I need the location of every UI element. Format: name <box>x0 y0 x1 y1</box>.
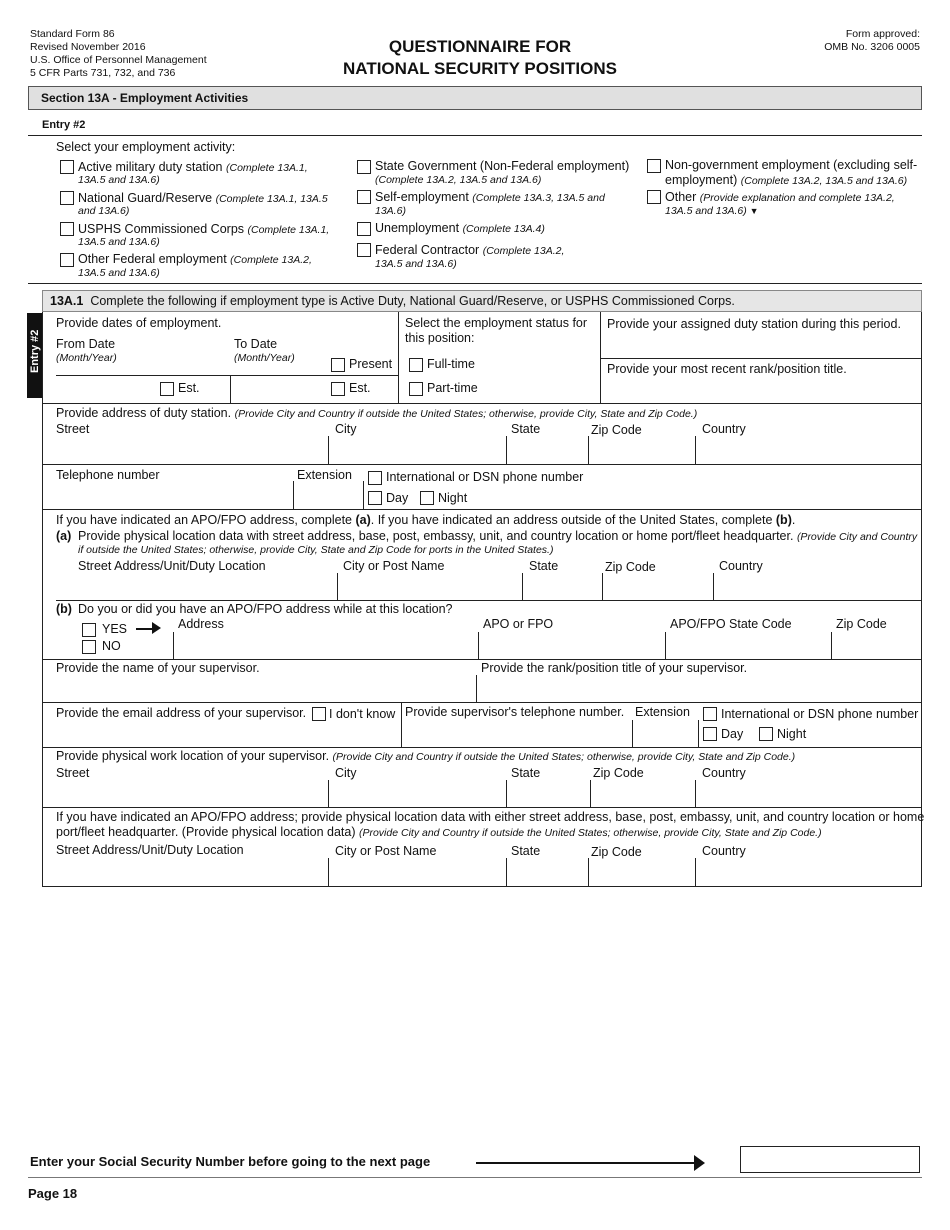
yes-checkbox[interactable] <box>82 623 96 637</box>
arrow-head-icon <box>694 1155 705 1171</box>
part-time-label: Part-time <box>427 381 478 395</box>
page-number: Page 18 <box>28 1186 78 1201</box>
entry-tab-label: Entry #2 <box>29 329 41 373</box>
omb-number: OMB No. 3206 0005 <box>824 41 920 53</box>
country-label: Country <box>719 559 763 573</box>
checkbox-non-government[interactable] <box>647 159 661 173</box>
select-prompt: Select your employment activity: <box>56 140 236 154</box>
night-checkbox[interactable] <box>420 491 434 505</box>
day-label: Day <box>386 491 409 505</box>
phys-state-label: State <box>511 844 541 858</box>
country-label: Country <box>702 422 746 436</box>
b-label: (b) <box>56 602 72 616</box>
divider <box>363 481 364 509</box>
option-non-government-cont: employment) (Complete 13A.2, 13A.5 and 13A.6) <box>665 173 908 187</box>
from-est-checkbox[interactable] <box>160 382 174 396</box>
full-time-label: Full-time <box>427 357 475 371</box>
telephone-label: Telephone number <box>56 468 160 482</box>
arrow-head-icon <box>152 622 161 634</box>
sup-street-label: Street <box>56 766 90 780</box>
day-checkbox[interactable] <box>368 491 382 505</box>
sup-state-label: State <box>511 766 541 780</box>
ssn-input[interactable] <box>740 1146 920 1173</box>
to-est-label: Est. <box>349 381 371 395</box>
checkbox-active-military[interactable] <box>60 160 74 174</box>
from-est-label: Est. <box>178 381 200 395</box>
option-note: (Complete 13A.2, 13A.5 and 13A.6) <box>375 174 542 186</box>
phys-zip-label: Zip Code <box>591 845 642 859</box>
sup-intl-dsn-label: International or DSN phone number <box>721 707 919 721</box>
divider <box>328 436 329 464</box>
divider <box>831 632 832 659</box>
to-est-checkbox[interactable] <box>331 382 345 396</box>
apo-physical-prompt: If you have indicated an APO/FPO address; provide physical location data with either street address, base, post, embassy, unit, and country location or home <box>56 810 925 824</box>
checkbox-federal-contractor[interactable] <box>357 243 371 257</box>
intl-dsn-checkbox[interactable] <box>368 471 382 485</box>
divider <box>478 632 479 659</box>
apo-fpo-label: APO or FPO <box>483 617 554 631</box>
supervisor-extension-label: Extension <box>635 705 690 719</box>
form-identification <box>30 28 207 80</box>
sup-day-checkbox[interactable] <box>703 727 717 741</box>
divider <box>695 780 696 807</box>
apo-intro: If you have indicated an APO/FPO address, complete (a). If you have indicated an address outside of the United States, complete (b). <box>56 513 796 527</box>
divider <box>588 436 589 464</box>
to-date-format: (Month/Year) <box>234 352 295 364</box>
city-post-label: City or Post Name <box>343 559 445 573</box>
divider <box>42 702 922 703</box>
status-prompt: Select the employment status for <box>405 316 588 330</box>
divider <box>506 436 507 464</box>
subsection-text: Complete the following if employment type is Active Duty, National Guard/Reserve, or USPHS Commissioned Corps. <box>90 294 735 308</box>
option-note: 13A.5 and 13A.6) <box>78 236 160 248</box>
divider <box>42 807 922 808</box>
a-prompt: Provide physical location data with street address, base, post, embassy, unit, and country location or home port/fleet headquarter. (Provide City and Country <box>78 529 918 543</box>
divider <box>42 747 922 748</box>
state-label: State <box>529 559 559 573</box>
phys-city-label: City or Post Name <box>335 844 437 858</box>
title-line-1: QUESTIONNAIRE FOR <box>388 37 572 56</box>
to-date-label: To Date <box>234 337 278 351</box>
zip-label: Zip Code <box>591 423 642 437</box>
divider <box>665 632 666 659</box>
divider <box>506 858 507 886</box>
checkbox-other[interactable] <box>647 190 661 204</box>
divider <box>42 509 922 510</box>
present-checkbox[interactable] <box>331 358 345 372</box>
divider <box>401 702 402 747</box>
option-unemployment: Unemployment (Complete 13A.4) <box>375 221 545 235</box>
present-label: Present <box>349 357 393 371</box>
no-checkbox[interactable] <box>82 640 96 654</box>
a-note: if outside the United States; otherwise, provide City, State and Zip Code for ports in the United States.) <box>78 544 554 556</box>
approved-label: Form approved: <box>845 28 920 40</box>
supervisor-phone-label: Provide supervisor's telephone number. <box>405 705 625 719</box>
supervisor-name-label: Provide the name of your supervisor. <box>56 661 260 675</box>
option-note: 13A.5 and 13A.6) ▼ <box>665 205 759 217</box>
option-note: 13A.5 and 13A.6) <box>78 174 160 186</box>
section-title: Section 13A - Employment Activities <box>28 86 922 110</box>
option-other-federal: Other Federal employment (Complete 13A.2, <box>78 252 312 266</box>
divider <box>398 312 399 403</box>
apo-address-label: Address <box>178 617 224 631</box>
city-label: City <box>335 422 357 436</box>
option-state-government: State Government (Non-Federal employment) <box>375 159 630 173</box>
street-unit-label: Street Address/Unit/Duty Location <box>78 559 266 573</box>
option-non-government: Non-government employment (excluding self- <box>665 158 918 172</box>
footer-divider <box>28 1177 922 1178</box>
form-revision: Revised November 2016 <box>30 41 146 53</box>
apo-physical-prompt-cont: port/fleet headquarter. (Provide physical location data) (Provide City and Country if outside the United States; otherwise, provide City, State and Zip Code.) <box>56 825 822 839</box>
box-left-border <box>42 312 43 887</box>
option-active-military: Active military duty station (Complete 13A.1, <box>78 160 308 174</box>
address-prompt: Provide address of duty station. (Provide City and Country if outside the United States; otherwise, provide City, State and Zip Code.) <box>56 406 698 420</box>
extension-label: Extension <box>297 468 352 482</box>
caret-down-icon[interactable]: ▼ <box>749 206 759 216</box>
divider <box>173 632 174 659</box>
divider <box>713 573 714 600</box>
no-label: NO <box>102 639 121 653</box>
form-cfr: 5 CFR Parts 731, 732, and 736 <box>30 67 176 79</box>
divider <box>695 436 696 464</box>
checkbox-other-federal[interactable] <box>60 253 74 267</box>
yes-label: YES <box>102 622 128 636</box>
sup-night-checkbox[interactable] <box>759 727 773 741</box>
state-label: State <box>511 422 541 436</box>
from-date-format: (Month/Year) <box>56 352 117 364</box>
divider <box>328 858 329 886</box>
sup-night-label: Night <box>777 727 807 741</box>
option-federal-contractor: Federal Contractor (Complete 13A.2, <box>375 243 565 257</box>
divider <box>56 600 922 601</box>
street-label: Street <box>56 422 90 436</box>
divider <box>698 720 699 747</box>
sup-day-label: Day <box>721 727 744 741</box>
phys-country-label: Country <box>702 844 746 858</box>
divider <box>695 858 696 886</box>
divider <box>632 720 633 747</box>
form-agency: U.S. Office of Personnel Management <box>30 54 207 66</box>
intl-dsn-label: International or DSN phone number <box>386 470 584 484</box>
from-date-label: From Date <box>56 337 116 351</box>
divider <box>28 283 922 284</box>
sup-zip-label: Zip Code <box>593 766 644 780</box>
option-note: 13A.6) <box>375 205 406 217</box>
title-line-2: NATIONAL SECURITY POSITIONS <box>343 59 617 78</box>
divider <box>28 135 922 136</box>
sup-intl-dsn-checkbox[interactable] <box>703 707 717 721</box>
supervisor-email-label: Provide the email address of your supervisor. <box>56 706 307 720</box>
option-note: and 13A.6) <box>78 205 130 217</box>
a-label: (a) <box>56 529 72 543</box>
night-label: Night <box>438 491 468 505</box>
divider <box>230 375 231 403</box>
part-time-checkbox[interactable] <box>409 382 423 396</box>
option-note: 13A.5 and 13A.6) <box>375 258 457 270</box>
divider <box>42 659 922 660</box>
checkbox-unemployment[interactable] <box>357 222 371 236</box>
form-approval <box>824 28 920 54</box>
divider <box>588 858 589 886</box>
subsection-number: 13A.1 <box>50 294 84 308</box>
checkbox-national-guard[interactable] <box>60 191 74 205</box>
sup-city-label: City <box>335 766 357 780</box>
phys-street-label: Street Address/Unit/Duty Location <box>56 843 244 857</box>
box-bottom-border <box>42 886 922 887</box>
divider <box>602 573 603 600</box>
duty-station-label: Provide your assigned duty station during this period. <box>607 317 901 331</box>
checkbox-state-government[interactable] <box>357 160 371 174</box>
arrow-right-icon <box>476 1162 698 1164</box>
dates-prompt: Provide dates of employment. <box>56 316 222 330</box>
zip-label: Zip Code <box>605 560 656 574</box>
subsection-bar-13a1 <box>42 290 922 312</box>
dont-know-checkbox[interactable] <box>312 707 326 721</box>
dont-know-label: I don't know <box>329 707 396 721</box>
entry-label: Entry #2 <box>42 119 86 131</box>
divider <box>600 358 922 359</box>
checkbox-self-employment[interactable] <box>357 190 371 204</box>
entry-tab <box>27 313 42 398</box>
option-note: 13A.5 and 13A.6) <box>78 267 160 279</box>
divider <box>56 375 398 376</box>
divider <box>476 675 477 702</box>
status-prompt-cont: this position: <box>405 331 475 345</box>
option-usphs: USPHS Commissioned Corps (Complete 13A.1, <box>78 222 330 236</box>
option-self-employment: Self-employment (Complete 13A.3, 13A.5 and <box>375 190 605 204</box>
sup-work-prompt: Provide physical work location of your supervisor. (Provide City and Country if outside the United States; otherwise, provide City, State and Zip Code.) <box>56 749 796 763</box>
apo-state-label: APO/FPO State Code <box>670 617 792 631</box>
supervisor-rank-label: Provide the rank/position title of your supervisor. <box>481 661 748 675</box>
ssn-prompt: Enter your Social Security Number before going to the next page <box>30 1154 431 1169</box>
option-other: Other (Provide explanation and complete 13A.2, <box>665 190 895 204</box>
divider <box>506 780 507 807</box>
b-prompt: Do you or did you have an APO/FPO address while at this location? <box>78 602 453 616</box>
sup-country-label: Country <box>702 766 746 780</box>
divider <box>42 464 922 465</box>
divider <box>522 573 523 600</box>
option-national-guard: National Guard/Reserve (Complete 13A.1, 13A.5 <box>78 191 328 205</box>
checkbox-usphs[interactable] <box>60 222 74 236</box>
rank-label: Provide your most recent rank/position title. <box>607 362 847 376</box>
apo-zip-label: Zip Code <box>836 617 887 631</box>
divider <box>328 780 329 807</box>
form-number: Standard Form 86 <box>30 28 115 40</box>
divider <box>293 481 294 509</box>
divider <box>42 403 922 404</box>
divider <box>337 573 338 600</box>
full-time-checkbox[interactable] <box>409 358 423 372</box>
divider <box>590 780 591 807</box>
page-title <box>300 36 660 80</box>
